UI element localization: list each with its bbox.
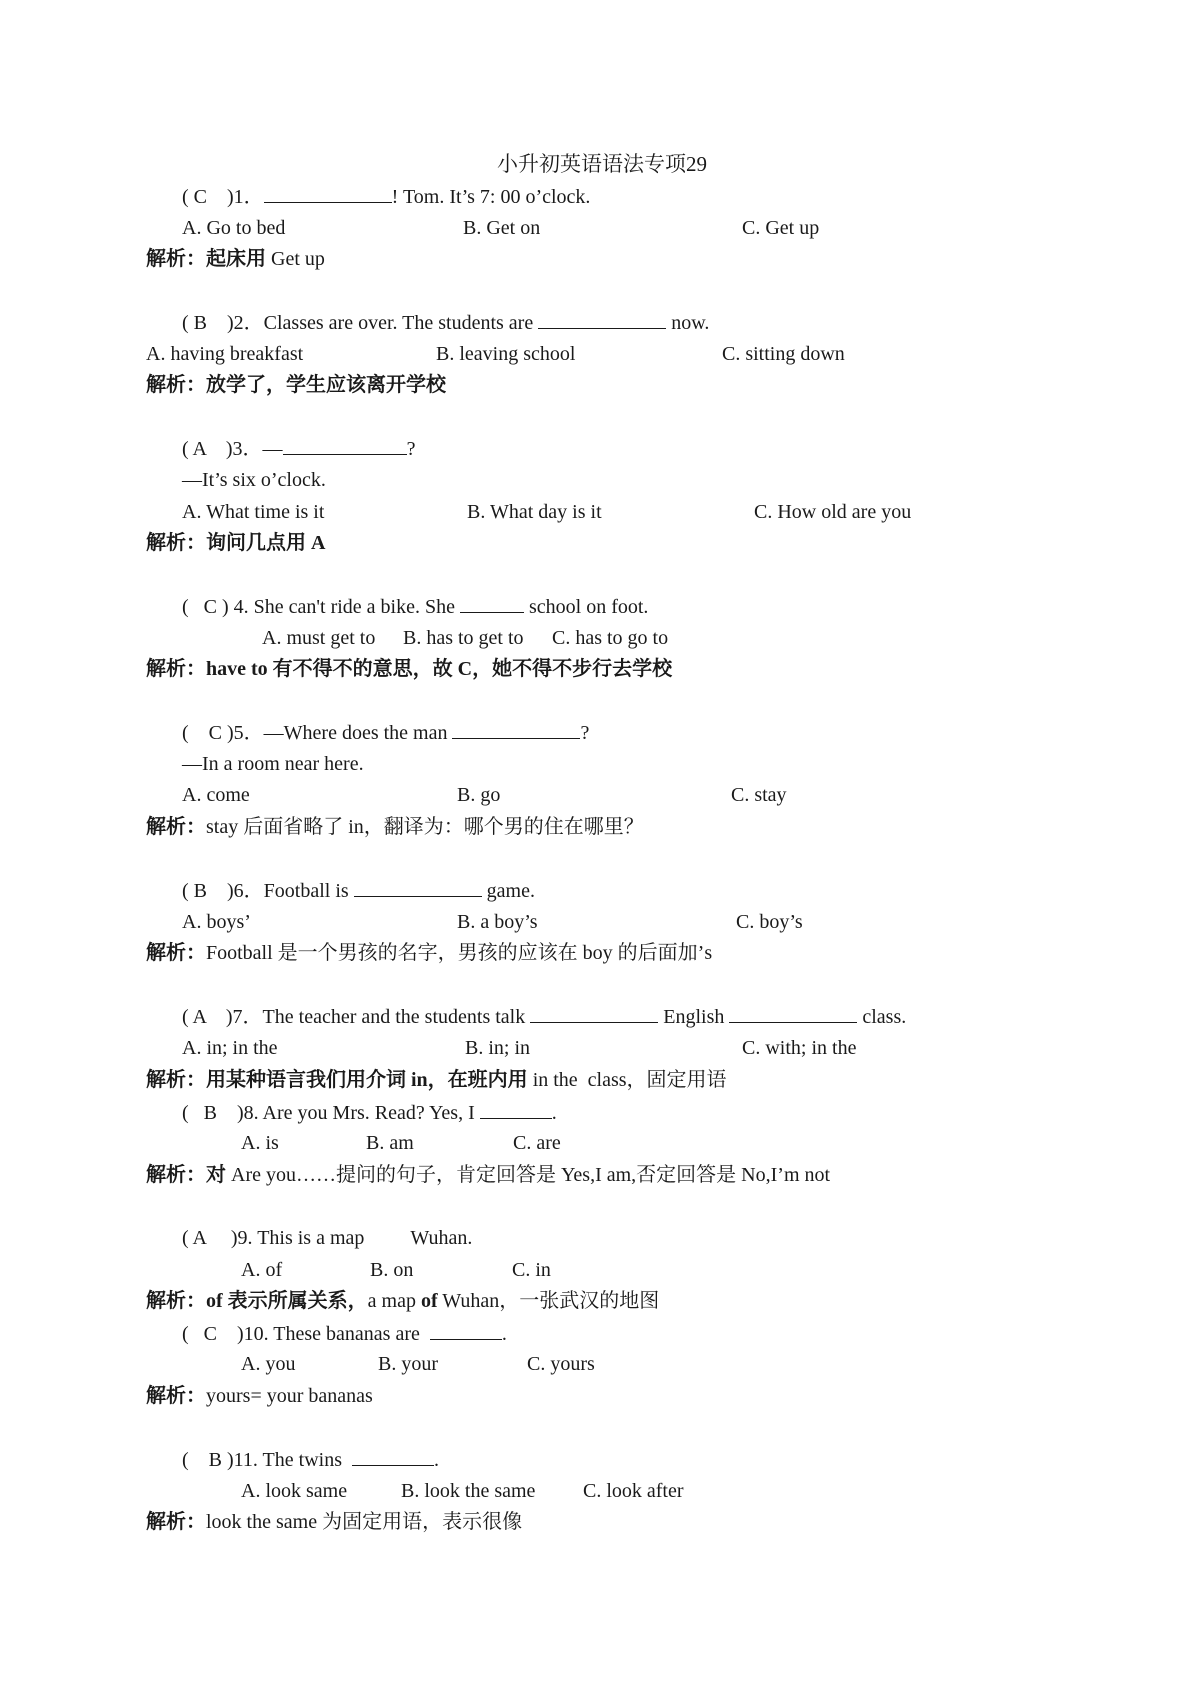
q7-stem-suffix: class.: [857, 1006, 907, 1028]
q10-stem-suffix: .: [501, 1323, 507, 1345]
q4-analysis-bold: have to 有不得不的意思，故 C，她不得不步行去学校: [206, 658, 673, 680]
q2-option-a: A. having breakfast: [146, 343, 304, 365]
q5-stem-suffix: ?: [580, 722, 590, 744]
q5-analysis: [146, 815, 644, 839]
q3-analysis: [146, 531, 325, 555]
question-5: [182, 720, 589, 745]
q1-option-c: C. Get up: [742, 217, 820, 239]
q1-analysis: [146, 247, 325, 271]
q6-analysis-label: 解析：: [146, 942, 206, 964]
question-4: [182, 594, 648, 619]
question-2: [182, 310, 709, 335]
q11-analysis-text: look the same 为固定用语，表示很像: [206, 1511, 523, 1533]
q8-analysis-bold: 对: [206, 1164, 226, 1186]
q10-stem-prefix: ( C )10. These bananas are: [182, 1323, 430, 1345]
q10-option-a: A. you: [241, 1353, 296, 1375]
question-6: [182, 878, 535, 903]
q2-option-c: C. sitting down: [722, 343, 845, 365]
q4-analysis: [146, 657, 672, 681]
q9-analysis-bold: of 表示所属关系，: [206, 1290, 368, 1312]
q1-option-b: B. Get on: [463, 217, 541, 239]
q11-option-c: C. look after: [583, 1480, 684, 1502]
q4-option-a: A. must get to: [262, 627, 376, 649]
q4-blank: [460, 594, 524, 613]
q2-stem-prefix: ( B )2．Classes are over. The students are: [182, 312, 539, 334]
q3-option-a: A. What time is it: [182, 501, 325, 523]
q8-analysis-text: Are you……提问的句子，肯定回答是 Yes,I am,否定回答是 No,I’m not: [226, 1164, 831, 1186]
q8-stem-suffix: .: [551, 1102, 557, 1124]
q8-option-a: A. is: [241, 1132, 279, 1154]
q5-analysis-text: stay 后面省略了 in，翻译为：哪个男的住在哪里？: [206, 816, 644, 838]
q6-blank: [354, 878, 482, 897]
q9-option-c: C. in: [512, 1259, 551, 1281]
q3-option-c: C. How old are you: [754, 501, 912, 523]
q7-stem-mid: English: [658, 1006, 730, 1028]
q8-analysis: [146, 1163, 830, 1187]
q4-analysis-label: 解析：: [146, 658, 206, 680]
q2-blank: [538, 310, 666, 329]
q7-analysis-label: 解析：: [146, 1069, 206, 1091]
q4-option-b: B. has to get to: [403, 627, 524, 649]
q11-option-b: B. look the same: [401, 1480, 536, 1502]
q10-analysis: [146, 1384, 373, 1408]
q5-analysis-label: 解析：: [146, 816, 206, 838]
q3-blank: [283, 436, 407, 455]
q5-option-a: A. come: [182, 784, 250, 806]
q3-stem-prefix: ( A )3．—: [182, 438, 283, 460]
q1-analysis-text: Get up: [266, 248, 325, 270]
q3-option-b: B. What day is it: [467, 501, 602, 523]
q8-option-b: B. am: [366, 1132, 414, 1154]
q5-reply: —In a room near here.: [182, 753, 364, 775]
q3-stem-suffix: ?: [406, 438, 416, 460]
q8-blank: [480, 1100, 552, 1119]
q8-option-c: C. are: [513, 1132, 561, 1154]
q2-analysis: [146, 373, 446, 397]
q1-blank: [264, 184, 392, 203]
question-9: [182, 1226, 472, 1250]
q6-analysis: [146, 941, 712, 965]
q11-blank: [352, 1447, 434, 1466]
q6-option-b: B. a boy’s: [457, 911, 538, 933]
q5-option-c: C. stay: [731, 784, 787, 806]
q7-stem-prefix: ( A )7．The teacher and the students talk: [182, 1006, 531, 1028]
question-11: [182, 1447, 439, 1472]
q1-analysis-bold: 起床用: [206, 248, 266, 270]
q2-option-b: B. leaving school: [436, 343, 576, 365]
q9-analysis: [146, 1289, 659, 1313]
q1-stem-prefix: ( C )1．: [182, 186, 264, 208]
q4-option-c: C. has to go to: [552, 627, 669, 649]
q5-blank: [452, 720, 580, 739]
q9-analysis-label: 解析：: [146, 1290, 206, 1312]
q2-stem-suffix: now.: [666, 312, 710, 334]
q3-analysis-label: 解析：: [146, 532, 206, 554]
q8-stem-prefix: ( B )8. Are you Mrs. Read? Yes, I: [182, 1102, 480, 1124]
q6-stem-prefix: ( B )6．Football is: [182, 880, 354, 902]
q10-analysis-text: yours= your bananas: [206, 1385, 373, 1407]
q8-analysis-label: 解析：: [146, 1164, 206, 1186]
q11-stem-prefix: ( B )11. The twins: [182, 1449, 352, 1471]
q9-stem-suffix: Wuhan.: [410, 1227, 473, 1249]
q1-stem-suffix: ! Tom. It’s 7: 00 o’clock.: [391, 186, 591, 208]
q7-option-c: C. with; in the: [742, 1037, 857, 1059]
q7-blank-1: [530, 1004, 658, 1023]
q9-analysis-bold-2: of: [420, 1290, 438, 1312]
page-title: 小升初英语语法专项29: [497, 152, 707, 176]
q11-option-a: A. look same: [241, 1480, 348, 1502]
q7-option-a: A. in; in the: [182, 1037, 278, 1059]
q9-option-a: A. of: [241, 1259, 283, 1281]
q3-reply: —It’s six o’clock.: [182, 469, 326, 491]
q11-analysis: [146, 1510, 522, 1534]
q6-option-c: C. boy’s: [736, 911, 803, 933]
q7-analysis-text: in the class，固定用语: [527, 1069, 727, 1091]
q7-option-b: B. in; in: [465, 1037, 531, 1059]
q4-stem-prefix: ( C ) 4. She can't ride a bike. She: [182, 596, 460, 618]
q4-stem-suffix: school on foot.: [523, 596, 649, 618]
q10-option-c: C. yours: [527, 1353, 595, 1375]
q2-analysis-bold: 放学了，学生应该离开学校: [206, 374, 446, 396]
q5-stem-prefix: ( C )5．—Where does the man: [182, 722, 453, 744]
q7-blank-2: [729, 1004, 857, 1023]
q9-option-b: B. on: [370, 1259, 414, 1281]
q11-stem-suffix: .: [434, 1449, 439, 1471]
q7-analysis: [146, 1068, 727, 1092]
q10-blank: [430, 1321, 502, 1340]
q11-analysis-label: 解析：: [146, 1511, 206, 1533]
question-10: [182, 1321, 507, 1346]
question-7: [182, 1004, 906, 1029]
q10-analysis-label: 解析：: [146, 1385, 206, 1407]
question-1: [182, 184, 590, 209]
q9-analysis-text-1: a map: [367, 1290, 421, 1312]
q1-option-a: A. Go to bed: [182, 217, 286, 239]
q7-analysis-bold: 用某种语言我们用介词 in，在班内用: [206, 1069, 528, 1091]
question-3: [182, 436, 415, 461]
q5-option-b: B. go: [457, 784, 501, 806]
q6-stem-suffix: game.: [481, 880, 535, 902]
q1-analysis-label: 解析：: [146, 248, 206, 270]
q2-analysis-label: 解析：: [146, 374, 206, 396]
question-8: [182, 1100, 557, 1125]
q6-analysis-text: Football 是一个男孩的名字，男孩的应该在 boy 的后面加’s: [206, 942, 713, 964]
q9-stem-prefix: ( A )9. This is a map: [182, 1227, 365, 1249]
q3-analysis-bold: 询问几点用 A: [206, 532, 326, 554]
q9-analysis-text-2: Wuhan，一张武汉的地图: [437, 1290, 660, 1312]
q10-option-b: B. your: [378, 1353, 438, 1375]
q6-option-a: A. boys’: [182, 911, 251, 933]
